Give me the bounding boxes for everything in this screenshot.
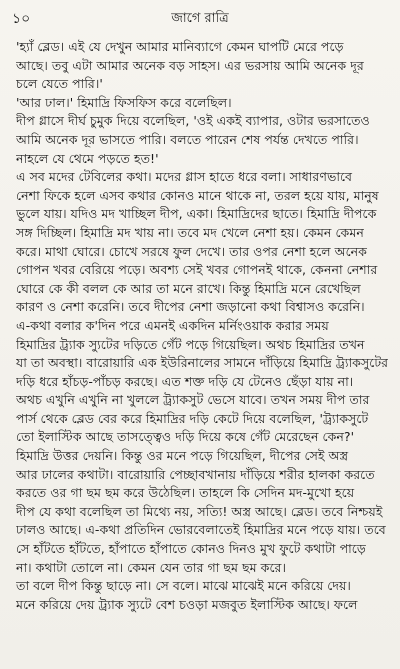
text-line: যা তা অবস্থা। বারোয়ারি এক ইউরিনালের সামনে দাঁড়িয়ে হিমাদ্রি ট্র্যাকসুটের (16, 355, 388, 371)
text-line: 'আর ঢাল।' হিমাদ্রি ফিসফিস করে বলেছিল। (16, 94, 232, 110)
text-line: ঘোরে কে কী বলল কে আর তা মনে রাখে। কিন্তু হিমাদ্রি মনে রেখেছিল (16, 280, 361, 296)
running-head: জাগে রাত্রি (171, 11, 229, 26)
text-line: মনে করিয়ে দেয় ট্র্যাক স্যুটে বেশ চওড়া মজবুত ইলাস্টিক আছে। ফলে (16, 596, 358, 612)
text-line: করে। মাথা ঘোরে। চোখে সরষে ফুল দেখে। তার ওপর নেশা হলে অনেক (16, 243, 367, 259)
text-line: আর ঢালের কথাটা। বারোয়ারি পেচ্ছাবখানায় দাঁড়িয়ে শরীর হালকা করতে (16, 466, 375, 482)
text-line: এ সব মদের টেবিলের কথা। মদের গ্লাস হাতে ধরে বলা। সাধারণভাবে (16, 169, 353, 185)
page-number: ১০ (12, 11, 31, 27)
text-line: 'হ্যাঁ ব্লেড। এই যে দেখুন আমার মানিব্যাগে কেমন ঘাপটি মেরে পড়ে (16, 39, 344, 54)
text-line: পার্স থেকে ব্লেড বের করে হিমাদ্রির দড়ি কেটে দিয়ে বলেছিল, 'ট্র্যাকসুটে (16, 410, 369, 426)
text-line: সে হাঁটতে হাঁটতে, হাঁপাতে হাঁপাতে কোনও দিনও মুখ ফুটে কথাটা পাড়ে (16, 541, 366, 557)
text-line: হিমাদ্রি উত্তর দেয়নি। কিন্তু ওর মনে পড়ে গিয়েছিল, দীপের সেই অস্ত্র (16, 448, 349, 464)
text-line: ঢালও আছে। এ-কথা প্রতিদিন ভোরবেলাতেই হিমাদ্রির মনে পড়ে যায়। তবে (16, 522, 386, 538)
text-line: না। কথাটা তোলে না। কেমন যেন তার গা ছম ছম করে। (16, 559, 286, 575)
body-text (16, 38, 388, 663)
page-header (0, 8, 400, 30)
text-line: গোপন খবর বেরিয়ে পড়ে। অবশ্য সেই খবর গোপনই থাকে, কেননা নেশার (16, 262, 378, 278)
text-line: নাহলে যে থেমে পড়তে হত!' (16, 150, 159, 166)
text-line: করতে ওর গা ছম ছম করে উঠেছিল। তাহলে কি সেদিন মদ-মুখো হয়ে (16, 485, 355, 501)
text-line: হিমাদ্রির ট্র্যাক স্যুটের দড়িতে গেঁট পড়ে গিয়েছিল। অথচ হিমাদ্রির তখন (16, 336, 365, 352)
text-line: তা বলে দীপ কিন্তু ছাড়ে না। সে বলে। মাঝে মাঝেই মনে করিয়ে দেয়। (16, 578, 351, 594)
text-line: আমি অনেক দূর ভাসতে পারি। বলতে পারেন শেষ পর্যন্ত দেখতে পারি। (16, 131, 359, 147)
text-line: দীপ যে কথা বলেছিল তা মিথ্যে নয়, সত্যি! অস্ত্র আছে। ব্লেড। তবে নিশ্চয়ই (16, 503, 383, 519)
text-line: নেশা ফিকে হলে এসব কথার কোনও মানে থাকে না, তরল হয়ে যায়, মানুষ (16, 187, 379, 203)
text-line: কারণ ও নেশা করেনি। তবে দীপের নেশা জড়ানো কথা বিশ্বাসও করেনি। (16, 299, 365, 315)
text-line: দড়ি ধরে হাঁচড়-পাঁচড় করছে। এত শক্ত দড়ি যে টেনেও ছেঁড়া যায় না। (16, 373, 354, 389)
text-line: চলে যেতে পারি।' (16, 76, 103, 92)
text-line: সঙ্গ দিচ্ছিল। হিমাদ্রি মদ খায় না। তবে মদ খেলে নেশা হয়। কেমন কেমন (16, 224, 364, 240)
text-line: এ-কথা বলার ক'দিন পরে এমনই একদিন মর্নিংওয়াক করার সময় (16, 317, 329, 333)
text-line: ভুলে যায়। যদিও মদ খাচ্ছিল দীপ, একা। হিমাদ্রিদের ছাতে। হিমাদ্রি দীপকে (16, 206, 377, 222)
text-line: তো ইলাস্টিক আছে তাসত্ত্বেও দড়ি দিয়ে কষে গেঁট মেরেছেন কেন?' (16, 429, 355, 445)
text-line: অথচ এখুনি এখুনি না খুললে ট্র্যাকসুট ভেসে যাবে। তখন সময় দীপ তার (16, 392, 370, 408)
text-line: দীপ গ্লাসে দীর্ঘ চুমুক দিয়ে বলেছিল, 'ওই একই ব্যাপার, ওটার ভরসাতেও (16, 113, 370, 129)
text-line: আছে। তবু এটা আমার অনেক বড় সাহস। এর ভরসায় আমি অনেক দূর (16, 57, 364, 73)
